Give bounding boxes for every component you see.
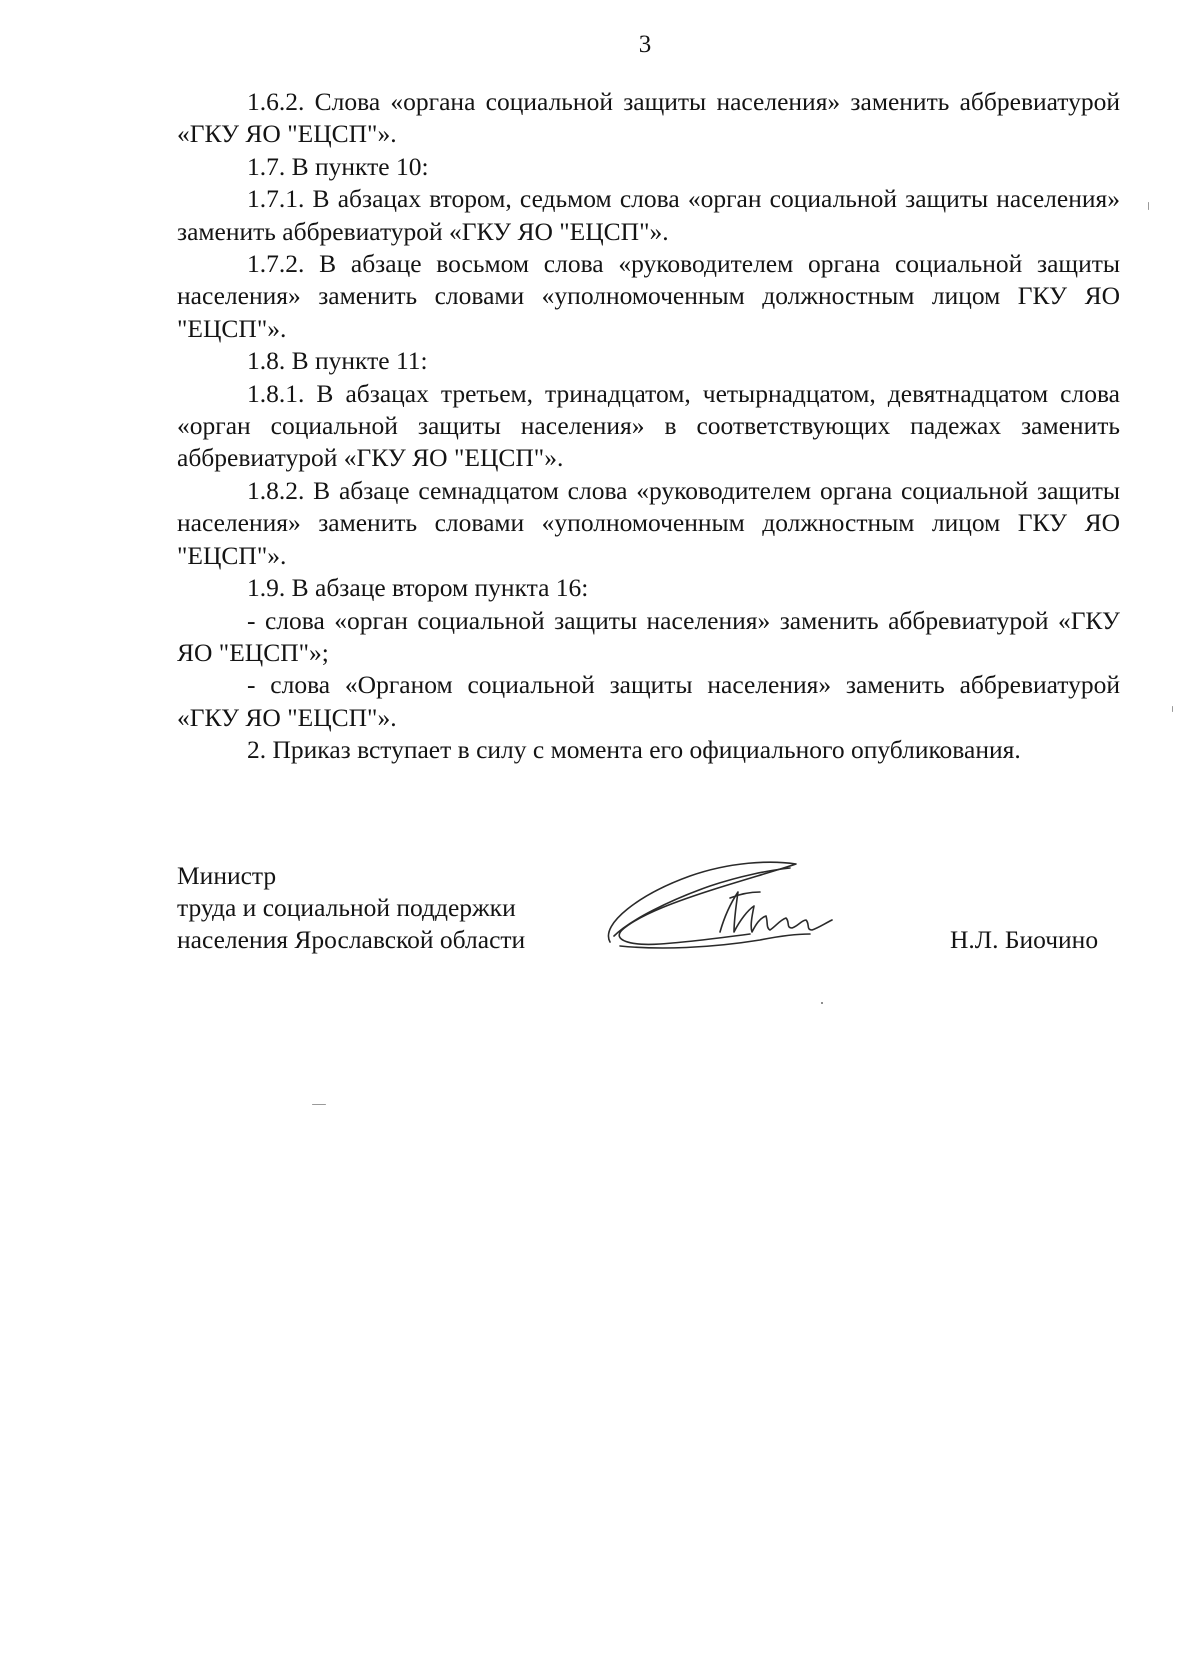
paragraph-1-8-2: 1.8.2. В абзаце семнадцатом слова «руководителем органа социальной защиты населения» заменить словами «уполномоченным должностным лицом ГКУ ЯО "ЕЦСП"». — [177, 475, 1120, 570]
paragraph-2: 2. Приказ вступает в силу с момента его официального опубликования. — [247, 735, 1021, 765]
signature-stroke — [620, 934, 810, 948]
scan-speck — [1148, 202, 1149, 210]
handwritten-signature-icon — [600, 854, 860, 964]
signatory-title-line: труда и социальной поддержки — [177, 893, 516, 922]
paragraph-1-7-1: 1.7.1. В абзацах втором, седьмом слова «орган социальной защиты населения» заменить аббревиатурой «ГКУ ЯО "ЕЦСП"». — [177, 184, 1120, 246]
signature-stroke — [608, 862, 796, 944]
paragraph-1-6-2: 1.6.2. Слова «органа социальной защиты населения» заменить аббревиатурой «ГКУ ЯО "ЕЦСП"». — [177, 87, 1120, 149]
signature-stroke — [720, 892, 832, 932]
scan-speck — [1172, 706, 1173, 712]
signatory-title-line: Министр — [177, 861, 277, 890]
scan-speck — [821, 1002, 823, 1004]
paragraph-1-9: 1.9. В абзаце втором пункта 16: — [247, 573, 589, 603]
paragraph-1-8-1: 1.8.1. В абзацах третьем, тринадцатом, четырнадцатом, девятнадцатом слова «орган социальной защиты населения» в соответствующих падежах заменить аббревиатурой «ГКУ ЯО "ЕЦСП"». — [177, 378, 1120, 473]
document-body — [177, 86, 1120, 767]
paragraph-1-8: 1.8. В пункте 11: — [247, 346, 428, 376]
signatory-title — [177, 860, 597, 956]
signatory-name: Н.Л. Биочино — [950, 925, 1099, 954]
scan-speck — [312, 1104, 326, 1105]
signatory-title-line: населения Ярославской области — [177, 925, 526, 954]
signature-stroke — [614, 868, 790, 936]
signature-stroke — [730, 892, 760, 898]
page-number: 3 — [638, 31, 652, 58]
paragraph-1-7: 1.7. В пункте 10: — [247, 151, 429, 181]
list-item-dash-1: - слова «орган социальной защиты населения» заменить аббревиатурой «ГКУ ЯО "ЕЦСП"»; — [177, 605, 1120, 667]
paragraph-1-7-2: 1.7.2. В абзаце восьмом слова «руководителем органа социальной защиты населения» заменить словами «уполномоченным должностным лицом ГКУ ЯО "ЕЦСП"». — [177, 249, 1120, 343]
list-item-dash-2: - слова «Органом социальной защиты населения» заменить аббревиатурой «ГКУ ЯО "ЕЦСП"». — [177, 670, 1120, 732]
